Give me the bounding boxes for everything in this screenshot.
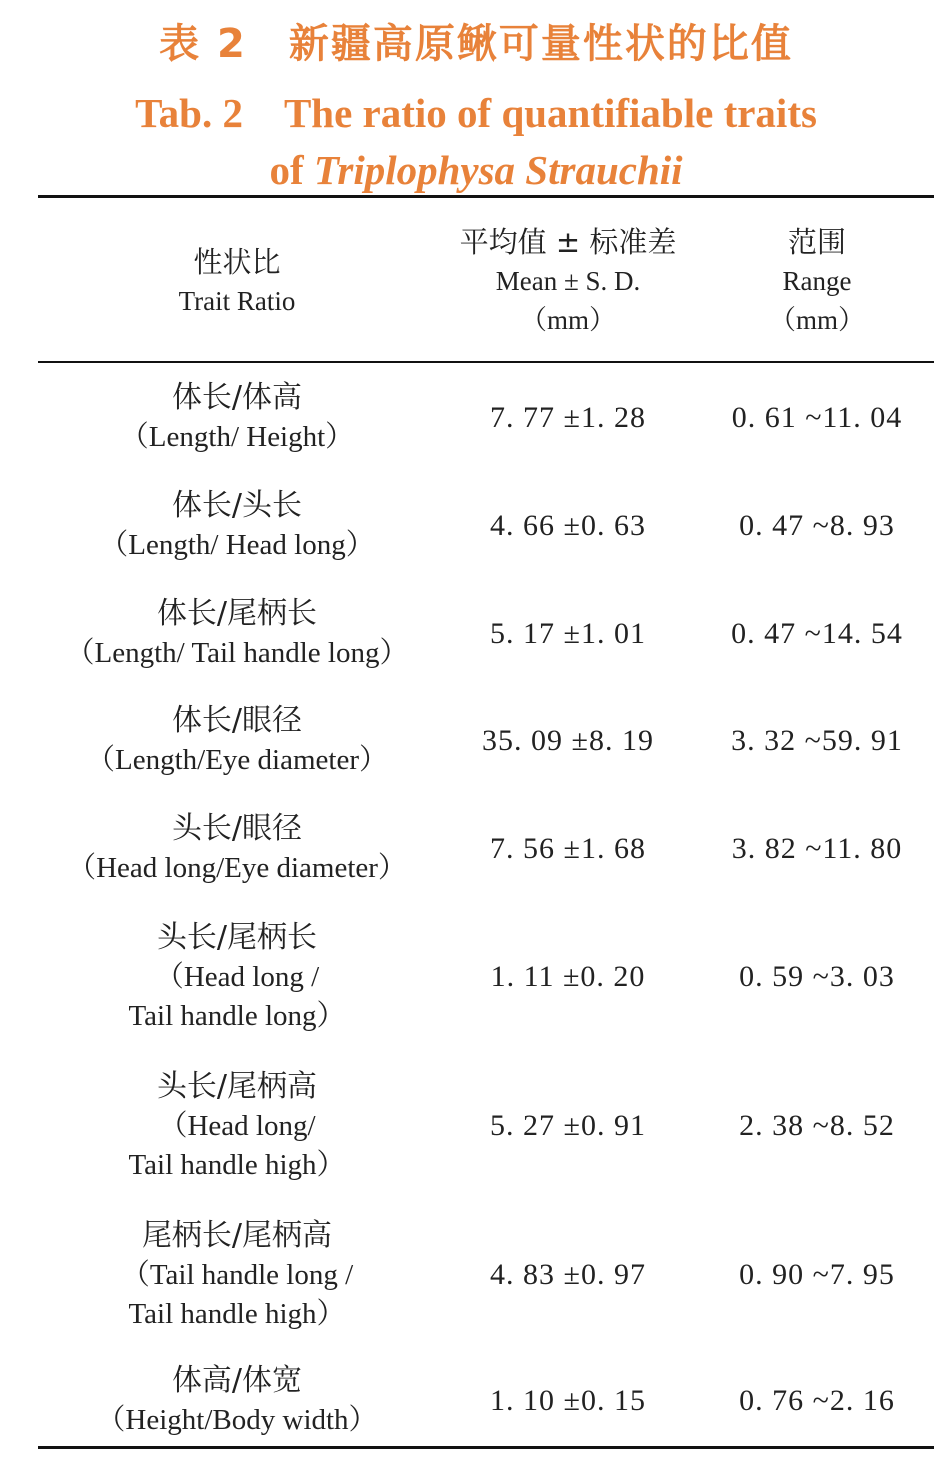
range-value <box>700 957 934 997</box>
mean-value-text: 1. 11 ±0. 20 <box>490 960 646 994</box>
trait-cell <box>38 378 436 457</box>
range-value <box>700 1255 934 1295</box>
trait-en: （Height/Body width） <box>96 1404 378 1436</box>
table-title-en: Tab. 2 The ratio of quantifiable traits <box>135 90 817 136</box>
header-range-zh: 范围 <box>787 225 846 259</box>
mean-value <box>446 398 690 438</box>
mean-value <box>446 614 690 654</box>
range-value <box>700 829 934 869</box>
range-value <box>700 506 934 546</box>
range-value <box>700 1106 934 1146</box>
range-value-text: 2. 38 ~8. 52 <box>739 1109 895 1143</box>
bottom-rule <box>38 1446 934 1449</box>
range-value <box>700 721 934 761</box>
table-title-zh: 表 2 新疆高原鳅可量性状的比值 <box>159 21 793 67</box>
header-trait-en: Trait Ratio <box>178 286 296 316</box>
trait-en: （Length/Eye diameter） <box>86 744 388 776</box>
range-value-text: 0. 59 ~3. 03 <box>739 960 895 994</box>
header-mean-zh: 平均值 ± 标准差 <box>459 225 677 259</box>
trait-cell <box>38 486 436 565</box>
mean-value-text: 5. 27 ±0. 91 <box>490 1109 646 1143</box>
header-range-unit: （mm） <box>768 305 865 335</box>
trait-zh: 体长/体高 <box>171 380 303 415</box>
header-trait <box>38 242 436 321</box>
mean-value-text: 7. 56 ±1. 68 <box>490 831 646 865</box>
trait-zh: 体长/头长 <box>171 488 303 523</box>
trait-en: Tail handle high） <box>128 1298 346 1330</box>
top-rule <box>38 195 934 198</box>
trait-en: Tail handle high） <box>128 1149 346 1181</box>
range-value <box>700 398 934 438</box>
trait-zh: 体长/尾柄长 <box>156 596 318 631</box>
range-value-text: 0. 47 ~14. 54 <box>731 616 903 650</box>
trait-en: （Length/ Tail handle long） <box>65 637 409 669</box>
mean-value <box>446 1106 690 1146</box>
trait-cell <box>38 1067 436 1185</box>
trait-en: （Head long / <box>154 961 320 993</box>
range-value-text: 3. 32 ~59. 91 <box>731 723 903 757</box>
trait-cell <box>38 809 436 888</box>
mean-value-text: 35. 09 ±8. 19 <box>482 723 654 757</box>
trait-zh: 头长/尾柄高 <box>156 1069 318 1104</box>
range-value-text: 0. 47 ~8. 93 <box>739 508 895 542</box>
trait-zh: 体长/眼径 <box>171 703 303 738</box>
header-mean-en: Mean ± S. D. <box>495 266 641 296</box>
mean-value-text: 4. 66 ±0. 63 <box>490 508 646 542</box>
mean-value-text: 1. 10 ±0. 15 <box>490 1383 646 1417</box>
header-rule <box>38 361 934 363</box>
header-mean-unit: （mm） <box>519 305 616 335</box>
header-trait-zh: 性状比 <box>193 245 281 279</box>
trait-cell <box>38 918 436 1036</box>
mean-value-text: 7. 77 ±1. 28 <box>490 400 646 434</box>
mean-value <box>446 1255 690 1295</box>
trait-zh: 头长/眼径 <box>171 811 303 846</box>
trait-cell <box>38 1216 436 1334</box>
trait-en: （Length/ Height） <box>119 421 355 453</box>
header-range <box>700 222 934 340</box>
range-value-text: 0. 90 ~7. 95 <box>739 1258 895 1292</box>
range-value-text: 0. 76 ~2. 16 <box>739 1383 895 1417</box>
trait-zh: 头长/尾柄长 <box>156 920 318 955</box>
mean-value <box>446 829 690 869</box>
trait-cell <box>38 701 436 780</box>
range-value-text: 3. 82 ~11. 80 <box>731 831 903 865</box>
mean-value-text: 4. 83 ±0. 97 <box>490 1258 646 1292</box>
mean-value <box>446 721 690 761</box>
mean-value <box>446 957 690 997</box>
header-range-en: Range <box>782 266 852 296</box>
trait-zh: 尾柄长/尾柄高 <box>141 1218 333 1253</box>
trait-cell <box>38 1361 436 1440</box>
range-value <box>700 614 934 654</box>
trait-zh: 体高/体宽 <box>171 1363 303 1398</box>
trait-en: （Tail handle long / <box>120 1259 354 1291</box>
mean-value-text: 5. 17 ±1. 01 <box>490 616 646 650</box>
species-name: Triplophysa Strauchii <box>313 147 683 193</box>
trait-en: Tail handle long） <box>128 1000 346 1032</box>
trait-en: （Head long/ <box>158 1110 316 1142</box>
mean-value <box>446 1381 690 1421</box>
trait-en: （Head long/Eye diameter） <box>67 852 407 884</box>
range-value <box>700 1381 934 1421</box>
mean-value <box>446 506 690 546</box>
header-mean <box>446 222 690 340</box>
trait-cell <box>38 594 436 673</box>
title-prefix: of <box>269 147 314 193</box>
trait-en: （Length/ Head long） <box>99 529 375 561</box>
table-title-en-line2 <box>0 146 952 194</box>
range-value-text: 0. 61 ~11. 04 <box>731 400 903 434</box>
